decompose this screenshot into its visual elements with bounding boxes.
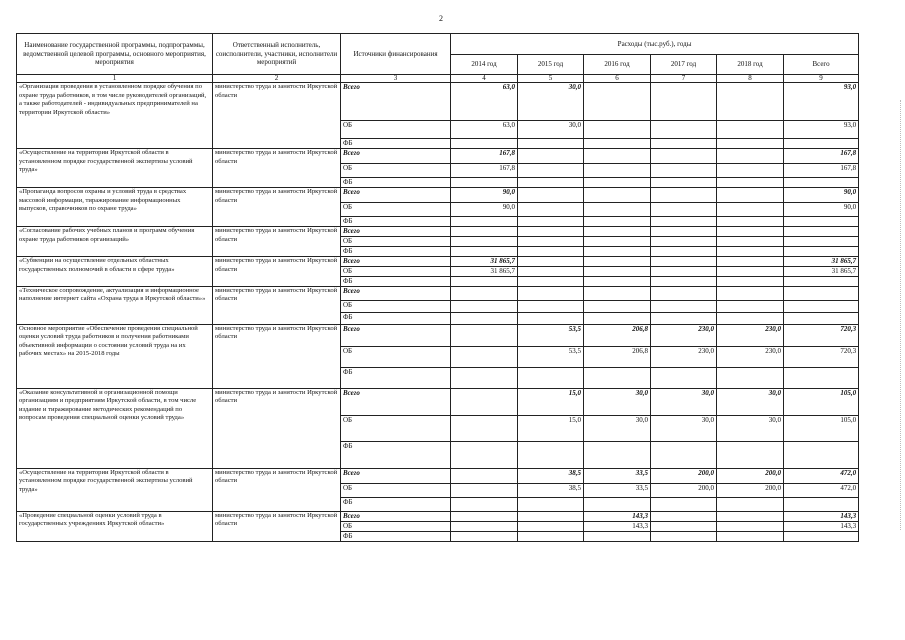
- amount-cell: [518, 300, 584, 312]
- amount-cell: [717, 300, 784, 312]
- amount-cell: [584, 227, 651, 237]
- amount-cell: [584, 217, 651, 227]
- amount-cell: [451, 300, 518, 312]
- responsible-executor: министерство труда и занятости Иркутской области: [213, 468, 341, 511]
- amount-cell: [584, 164, 651, 178]
- scan-edge: [900, 100, 903, 530]
- amount-cell: 472,0: [784, 468, 859, 483]
- funding-source: ОБ: [341, 121, 451, 139]
- funding-source: ОБ: [341, 300, 451, 312]
- amount-cell: [451, 497, 518, 511]
- amount-cell: [784, 300, 859, 312]
- amount-cell: [518, 227, 584, 237]
- table-row: [17, 149, 859, 164]
- amount-cell: [651, 121, 717, 139]
- amount-cell: 206,8: [584, 346, 651, 367]
- amount-cell: 720,3: [784, 346, 859, 367]
- header-responsible: Ответственный исполнитель, соисполнители, участники, исполнители мероприятий: [213, 34, 341, 75]
- amount-cell: [717, 121, 784, 139]
- amount-cell: [651, 139, 717, 149]
- responsible-executor: министерство труда и занятости Иркутской области: [213, 511, 341, 541]
- amount-cell: [451, 227, 518, 237]
- amount-cell: [651, 237, 717, 247]
- measure-name: «Согласование рабочих учебных планов и программ обучения охране труда работников организаций»: [17, 227, 213, 257]
- funding-source: Всего: [341, 286, 451, 300]
- amount-cell: [651, 497, 717, 511]
- amount-cell: [651, 521, 717, 531]
- amount-cell: [451, 277, 518, 287]
- column-index: 5: [518, 75, 584, 83]
- header-total: Всего: [784, 55, 859, 75]
- funding-source: ОБ: [341, 267, 451, 277]
- funding-source: Всего: [341, 388, 451, 415]
- amount-cell: 15,0: [518, 388, 584, 415]
- column-index: 3: [341, 75, 451, 83]
- amount-cell: [584, 203, 651, 217]
- table-row: [17, 468, 859, 483]
- responsible-executor: министерство труда и занятости Иркутской области: [213, 286, 341, 324]
- amount-cell: [651, 188, 717, 203]
- column-index-row: [17, 75, 859, 83]
- funding-source: ФБ: [341, 247, 451, 257]
- amount-cell: [584, 83, 651, 121]
- amount-cell: [651, 178, 717, 188]
- amount-cell: [584, 497, 651, 511]
- amount-cell: [518, 267, 584, 277]
- amount-cell: [784, 227, 859, 237]
- amount-cell: [651, 367, 717, 388]
- funding-source: ОБ: [341, 521, 451, 531]
- amount-cell: [717, 217, 784, 227]
- amount-cell: 31 865,7: [451, 267, 518, 277]
- amount-cell: [584, 178, 651, 188]
- amount-cell: [717, 203, 784, 217]
- amount-cell: 31 865,7: [451, 257, 518, 267]
- column-index: 1: [17, 75, 213, 83]
- amount-cell: 31 865,7: [784, 257, 859, 267]
- amount-cell: [784, 312, 859, 324]
- amount-cell: [451, 312, 518, 324]
- amount-cell: 167,8: [784, 164, 859, 178]
- amount-cell: 90,0: [784, 203, 859, 217]
- amount-cell: [451, 521, 518, 531]
- amount-cell: 90,0: [451, 188, 518, 203]
- amount-cell: [451, 468, 518, 483]
- amount-cell: [651, 441, 717, 468]
- amount-cell: [717, 178, 784, 188]
- amount-cell: 31 865,7: [784, 267, 859, 277]
- table-row: [17, 388, 859, 415]
- amount-cell: [717, 139, 784, 149]
- amount-cell: 30,0: [717, 415, 784, 441]
- funding-source: Всего: [341, 149, 451, 164]
- amount-cell: [451, 511, 518, 521]
- amount-cell: 143,3: [784, 521, 859, 531]
- funding-source: Всего: [341, 468, 451, 483]
- amount-cell: [451, 178, 518, 188]
- responsible-executor: министерство труда и занятости Иркутской области: [213, 188, 341, 227]
- amount-cell: 30,0: [717, 388, 784, 415]
- amount-cell: [451, 286, 518, 300]
- amount-cell: 472,0: [784, 483, 859, 497]
- amount-cell: 200,0: [651, 468, 717, 483]
- funding-source: ФБ: [341, 497, 451, 511]
- amount-cell: 200,0: [717, 483, 784, 497]
- page-number: 2: [439, 14, 443, 23]
- amount-cell: 93,0: [784, 83, 859, 121]
- amount-cell: 15,0: [518, 415, 584, 441]
- amount-cell: 30,0: [651, 388, 717, 415]
- amount-cell: [651, 531, 717, 541]
- table-body: [17, 83, 859, 542]
- header-year: 2015 год: [518, 55, 584, 75]
- amount-cell: 167,8: [784, 149, 859, 164]
- amount-cell: 143,3: [784, 511, 859, 521]
- amount-cell: [784, 367, 859, 388]
- amount-cell: 63,0: [451, 83, 518, 121]
- table-row: [17, 511, 859, 521]
- funding-source: ОБ: [341, 203, 451, 217]
- amount-cell: 230,0: [717, 324, 784, 346]
- amount-cell: [518, 188, 584, 203]
- amount-cell: 30,0: [518, 83, 584, 121]
- amount-cell: [518, 367, 584, 388]
- column-index: 8: [717, 75, 784, 83]
- amount-cell: [518, 217, 584, 227]
- table-row: [17, 188, 859, 203]
- amount-cell: [451, 415, 518, 441]
- amount-cell: [717, 164, 784, 178]
- amount-cell: 30,0: [518, 121, 584, 139]
- amount-cell: [451, 483, 518, 497]
- measure-name: «Пропаганда вопросов охраны и условий труда в средствах массовой информации, тиражирование информационных выпусков, справочников по охране труда»: [17, 188, 213, 227]
- funding-source: ФБ: [341, 531, 451, 541]
- funding-source: ФБ: [341, 178, 451, 188]
- amount-cell: [717, 257, 784, 267]
- column-index: 9: [784, 75, 859, 83]
- amount-cell: 230,0: [651, 346, 717, 367]
- responsible-executor: министерство труда и занятости Иркутской области: [213, 227, 341, 257]
- amount-cell: [518, 277, 584, 287]
- header-year: 2018 год: [717, 55, 784, 75]
- amount-cell: [651, 511, 717, 521]
- amount-cell: [784, 217, 859, 227]
- funding-source: ФБ: [341, 441, 451, 468]
- funding-source: Всего: [341, 324, 451, 346]
- amount-cell: [717, 441, 784, 468]
- amount-cell: [651, 286, 717, 300]
- amount-cell: 230,0: [651, 324, 717, 346]
- responsible-executor: министерство труда и занятости Иркутской области: [213, 257, 341, 287]
- measure-name: «Субвенции на осуществление отдельных областных государственных полномочий в области в сфере труда»: [17, 257, 213, 287]
- amount-cell: [518, 164, 584, 178]
- amount-cell: [717, 531, 784, 541]
- amount-cell: [518, 237, 584, 247]
- amount-cell: 206,8: [584, 324, 651, 346]
- amount-cell: 105,0: [784, 415, 859, 441]
- amount-cell: [584, 367, 651, 388]
- measure-name: Основное мероприятие «Обеспечение проведения специальной оценки условий труда работников и получения работниками объективной информации о состоянии условий труда на их рабочих местах» на 2015-2018 годы: [17, 324, 213, 388]
- funding-source: ОБ: [341, 164, 451, 178]
- amount-cell: [717, 286, 784, 300]
- amount-cell: 33,5: [584, 468, 651, 483]
- amount-cell: [584, 247, 651, 257]
- amount-cell: [651, 83, 717, 121]
- amount-cell: [584, 267, 651, 277]
- amount-cell: 143,3: [584, 511, 651, 521]
- funding-source: ОБ: [341, 346, 451, 367]
- amount-cell: [518, 312, 584, 324]
- amount-cell: [784, 497, 859, 511]
- amount-cell: [717, 237, 784, 247]
- column-index: 4: [451, 75, 518, 83]
- funding-source: Всего: [341, 83, 451, 121]
- responsible-executor: министерство труда и занятости Иркутской области: [213, 324, 341, 388]
- amount-cell: [451, 217, 518, 227]
- amount-cell: 90,0: [784, 188, 859, 203]
- funding-source: ФБ: [341, 139, 451, 149]
- amount-cell: 200,0: [651, 483, 717, 497]
- measure-name: «Организация проведения в установленном порядке обучения по охране труда работников, в том числе руководителей организаций, а также работодателей - индивидуальных предпринимателей на территории Иркутской области»: [17, 83, 213, 149]
- amount-cell: 200,0: [717, 468, 784, 483]
- funding-source: Всего: [341, 257, 451, 267]
- amount-cell: [451, 324, 518, 346]
- amount-cell: [717, 312, 784, 324]
- amount-cell: [651, 312, 717, 324]
- amount-cell: [784, 286, 859, 300]
- amount-cell: [451, 367, 518, 388]
- column-index: 7: [651, 75, 717, 83]
- amount-cell: [717, 149, 784, 164]
- funding-source: ОБ: [341, 237, 451, 247]
- amount-cell: [451, 139, 518, 149]
- amount-cell: 167,8: [451, 149, 518, 164]
- responsible-executor: министерство труда и занятости Иркутской области: [213, 149, 341, 188]
- amount-cell: [651, 300, 717, 312]
- amount-cell: [784, 531, 859, 541]
- amount-cell: [784, 441, 859, 468]
- amount-cell: [584, 277, 651, 287]
- amount-cell: [518, 247, 584, 257]
- amount-cell: [518, 441, 584, 468]
- funding-source: Всего: [341, 511, 451, 521]
- amount-cell: [451, 237, 518, 247]
- amount-cell: [651, 227, 717, 237]
- responsible-executor: министерство труда и занятости Иркутской области: [213, 83, 341, 149]
- amount-cell: [451, 531, 518, 541]
- amount-cell: 105,0: [784, 388, 859, 415]
- measure-name: «Оказание консультативной и организационной помощи организациям и предприятиям Иркутской области, в том числе издание и тиражирование методических рекомендаций по вопросам проведения специальной оценки условий труда»: [17, 388, 213, 468]
- amount-cell: [717, 277, 784, 287]
- amount-cell: [518, 257, 584, 267]
- amount-cell: [717, 83, 784, 121]
- amount-cell: 93,0: [784, 121, 859, 139]
- header-expenses: Расходы (тыс.руб.), годы: [451, 34, 859, 55]
- amount-cell: 30,0: [584, 388, 651, 415]
- amount-cell: [518, 531, 584, 541]
- amount-cell: [518, 497, 584, 511]
- measure-name: «Техническое сопровождение, актуализация и информационное наполнение интернет сайта «Охрана труда в Иркутской области»»: [17, 286, 213, 324]
- amount-cell: [717, 188, 784, 203]
- amount-cell: [518, 149, 584, 164]
- amount-cell: [717, 247, 784, 257]
- amount-cell: 53,5: [518, 346, 584, 367]
- amount-cell: 30,0: [584, 415, 651, 441]
- funding-source: ОБ: [341, 483, 451, 497]
- amount-cell: [518, 178, 584, 188]
- amount-cell: [651, 203, 717, 217]
- measure-name: «Осуществление на территории Иркутской области в установленном порядке государственной экспертизы условий труда»: [17, 468, 213, 511]
- amount-cell: [584, 121, 651, 139]
- amount-cell: [717, 227, 784, 237]
- amount-cell: [784, 247, 859, 257]
- amount-cell: [651, 257, 717, 267]
- table-row: [17, 227, 859, 237]
- measure-name: «Осуществление на территории Иркутской области в установленном порядке государственной экспертизы условий труда»: [17, 149, 213, 188]
- amount-cell: [451, 441, 518, 468]
- amount-cell: [651, 247, 717, 257]
- amount-cell: [717, 497, 784, 511]
- table-row: [17, 324, 859, 346]
- header-year: 2014 год: [451, 55, 518, 75]
- header-year: 2017 год: [651, 55, 717, 75]
- amount-cell: [651, 267, 717, 277]
- amount-cell: [717, 367, 784, 388]
- amount-cell: [451, 388, 518, 415]
- funding-source: ФБ: [341, 312, 451, 324]
- header-name: Наименование государственной программы, подпрограммы, ведомственной целевой программы, основного мероприятия, мероприятия: [17, 34, 213, 75]
- amount-cell: [584, 257, 651, 267]
- amount-cell: [584, 188, 651, 203]
- amount-cell: [584, 441, 651, 468]
- amount-cell: [584, 300, 651, 312]
- column-index: 6: [584, 75, 651, 83]
- table-row: [17, 286, 859, 300]
- amount-cell: [518, 203, 584, 217]
- amount-cell: [584, 312, 651, 324]
- amount-cell: [717, 511, 784, 521]
- amount-cell: 30,0: [651, 415, 717, 441]
- amount-cell: 720,3: [784, 324, 859, 346]
- amount-cell: [784, 178, 859, 188]
- amount-cell: 90,0: [451, 203, 518, 217]
- amount-cell: [518, 521, 584, 531]
- amount-cell: [651, 277, 717, 287]
- amount-cell: 38,5: [518, 468, 584, 483]
- funding-source: ФБ: [341, 367, 451, 388]
- amount-cell: [717, 267, 784, 277]
- table-row: [17, 257, 859, 267]
- amount-cell: [451, 247, 518, 257]
- amount-cell: [584, 237, 651, 247]
- funding-source: Всего: [341, 188, 451, 203]
- amount-cell: [584, 139, 651, 149]
- amount-cell: [451, 346, 518, 367]
- amount-cell: [651, 164, 717, 178]
- amount-cell: 63,0: [451, 121, 518, 139]
- header-year: 2016 год: [584, 55, 651, 75]
- amount-cell: 33,5: [584, 483, 651, 497]
- amount-cell: [518, 286, 584, 300]
- amount-cell: [518, 139, 584, 149]
- expenditure-table: [16, 33, 859, 542]
- amount-cell: [784, 139, 859, 149]
- amount-cell: 230,0: [717, 346, 784, 367]
- funding-source: ФБ: [341, 217, 451, 227]
- responsible-executor: министерство труда и занятости Иркутской области: [213, 388, 341, 468]
- amount-cell: 53,5: [518, 324, 584, 346]
- amount-cell: 38,5: [518, 483, 584, 497]
- funding-source: Всего: [341, 227, 451, 237]
- amount-cell: [584, 149, 651, 164]
- amount-cell: [784, 277, 859, 287]
- amount-cell: 167,8: [451, 164, 518, 178]
- amount-cell: 143,3: [584, 521, 651, 531]
- amount-cell: [518, 511, 584, 521]
- amount-cell: [651, 217, 717, 227]
- amount-cell: [717, 521, 784, 531]
- amount-cell: [584, 286, 651, 300]
- column-index: 2: [213, 75, 341, 83]
- amount-cell: [784, 237, 859, 247]
- amount-cell: [651, 149, 717, 164]
- amount-cell: [584, 531, 651, 541]
- funding-source: ОБ: [341, 415, 451, 441]
- header-source: Источники финансирования: [341, 34, 451, 75]
- table-row: [17, 83, 859, 121]
- funding-source: ФБ: [341, 277, 451, 287]
- measure-name: «Проведение специальной оценки условий труда в государственных учреждениях Иркутской области»: [17, 511, 213, 541]
